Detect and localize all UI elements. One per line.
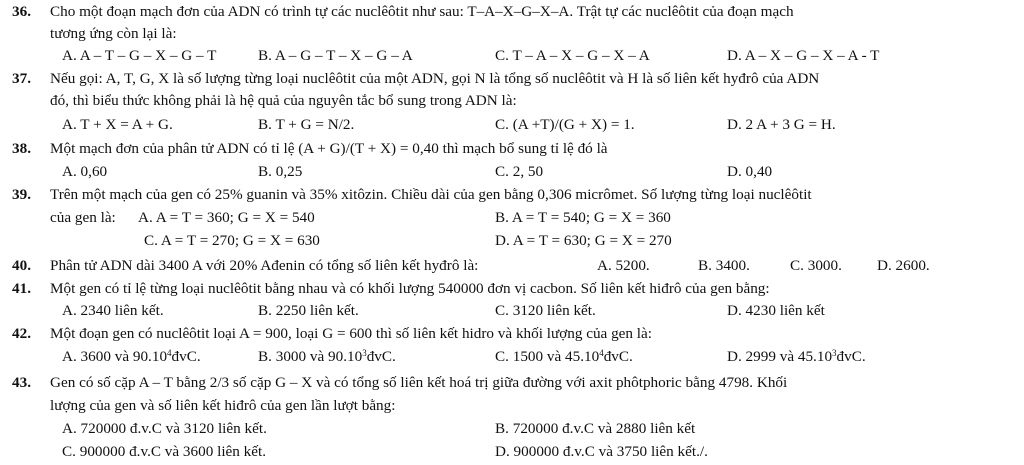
option-d: D. 4230 liên kết bbox=[727, 302, 825, 319]
question-number: 43. bbox=[12, 374, 31, 391]
option-b: B. 3400. bbox=[698, 257, 750, 274]
option-d: D. 2600. bbox=[877, 257, 930, 274]
option-c: C. (A +T)/(G + X) = 1. bbox=[495, 116, 635, 133]
option-d: D. 900000 đ.v.C và 3750 liên kết./. bbox=[495, 443, 708, 460]
question-number: 37. bbox=[12, 70, 31, 87]
option-c: C. 900000 đ.v.C và 3600 liên kết. bbox=[62, 443, 267, 460]
question-text: Một đoạn gen có nuclêôtit loại A = 900, loại G = 600 thì số liên kết hidro và khối lượng của gen là: bbox=[50, 325, 652, 342]
option-c: C. T – A – X – G – X – A bbox=[495, 47, 650, 64]
option-a: A. 2340 liên kết. bbox=[62, 302, 164, 319]
option-c: C. 3120 liên kết. bbox=[495, 302, 596, 319]
question-number: 39. bbox=[12, 186, 31, 203]
question-text-continued: lượng của gen và số liên kết hiđrô của gen lần lượt bằng: bbox=[50, 397, 396, 414]
question-number: 42. bbox=[12, 325, 31, 342]
question-number: 40. bbox=[12, 257, 31, 274]
option-b: B. A – G – T – X – G – A bbox=[258, 47, 413, 64]
option-a: A. 3600 và 90.10$^4$đvC. bbox=[62, 348, 201, 365]
question-text: Phân tử ADN dài 3400 A với 20% Ađenin có tổng số liên kết hyđrô là: bbox=[50, 257, 479, 274]
option-a: A. 5200. bbox=[597, 257, 650, 274]
question-text: Trên một mạch của gen có 25% guanin và 35% xitôzin. Chiều dài của gen bằng 0,306 micrômet. Số lượng từng loại nuclêôtit bbox=[50, 186, 812, 203]
option-d: D. 0,40 bbox=[727, 163, 773, 180]
option-a: A. A = T = 360; G = X = 540 bbox=[138, 209, 315, 226]
option-c: C. 2, 50 bbox=[495, 163, 544, 180]
question-number: 36. bbox=[12, 3, 31, 20]
option-d: D. A – X – G – X – A - T bbox=[727, 47, 880, 64]
option-c: C. A = T = 270; G = X = 630 bbox=[144, 232, 320, 249]
option-c: C. 3000. bbox=[790, 257, 842, 274]
option-c: C. 1500 và 45.10$^4$đvC. bbox=[495, 348, 633, 365]
option-d: D. 2999 và 45.10$^3$đvC. bbox=[727, 348, 866, 365]
question-text-continued: tương ứng còn lại là: bbox=[50, 25, 177, 42]
option-b: B. 3000 và 90.10$^3$đvC. bbox=[258, 348, 396, 365]
question-text-continued: đó, thì biểu thức không phải là hệ quả của nguyên tắc bổ sung trong ADN là: bbox=[50, 92, 517, 109]
option-d: D. 2 A + 3 G = H. bbox=[727, 116, 836, 133]
option-a: A. A – T – G – X – G – T bbox=[62, 47, 217, 64]
question-text: Nếu gọi: A, T, G, X là số lượng từng loại nuclêôtit của một ADN, gọi N là tổng số nuclêôtit và H là số liên kết hyđrô của ADN bbox=[50, 70, 820, 87]
question-text: Cho một đoạn mạch đơn của ADN có trình tự các nuclêôtit như sau: T–A–X–G–X–A. Trật tự các nuclêôtit của đoạn mạch bbox=[50, 3, 794, 20]
option-b: B. 720000 đ.v.C và 2880 liên kết bbox=[495, 420, 696, 437]
option-a: A. T + X = A + G. bbox=[62, 116, 173, 133]
question-number: 41. bbox=[12, 280, 31, 297]
option-a: A. 720000 đ.v.C và 3120 liên kết. bbox=[62, 420, 267, 437]
question-text: Một gen có tỉ lệ từng loại nuclêôtit bằng nhau và có khối lượng 540000 đơn vị cacbon. Số liên kết hiđrô của gen bằng: bbox=[50, 280, 770, 297]
option-d: D. A = T = 630; G = X = 270 bbox=[495, 232, 672, 249]
option-b: B. T + G = N/2. bbox=[258, 116, 355, 133]
option-b: B. 0,25 bbox=[258, 163, 303, 180]
question-text: Gen có số cặp A – T bằng 2/3 số cặp G – X và có tổng số liên kết hoá trị giữa đường với axit phôtphoric bằng 4798. Khối bbox=[50, 374, 788, 391]
option-b: B. A = T = 540; G = X = 360 bbox=[495, 209, 671, 226]
question-number: 38. bbox=[12, 140, 31, 157]
question-text-continued: của gen là: bbox=[50, 209, 116, 226]
option-b: B. 2250 liên kết. bbox=[258, 302, 359, 319]
option-a: A. 0,60 bbox=[62, 163, 108, 180]
question-text: Một mạch đơn của phân tử ADN có tỉ lệ (A + G)/(T + X) = 0,40 thì mạch bổ sung tỉ lệ đó là bbox=[50, 140, 608, 157]
